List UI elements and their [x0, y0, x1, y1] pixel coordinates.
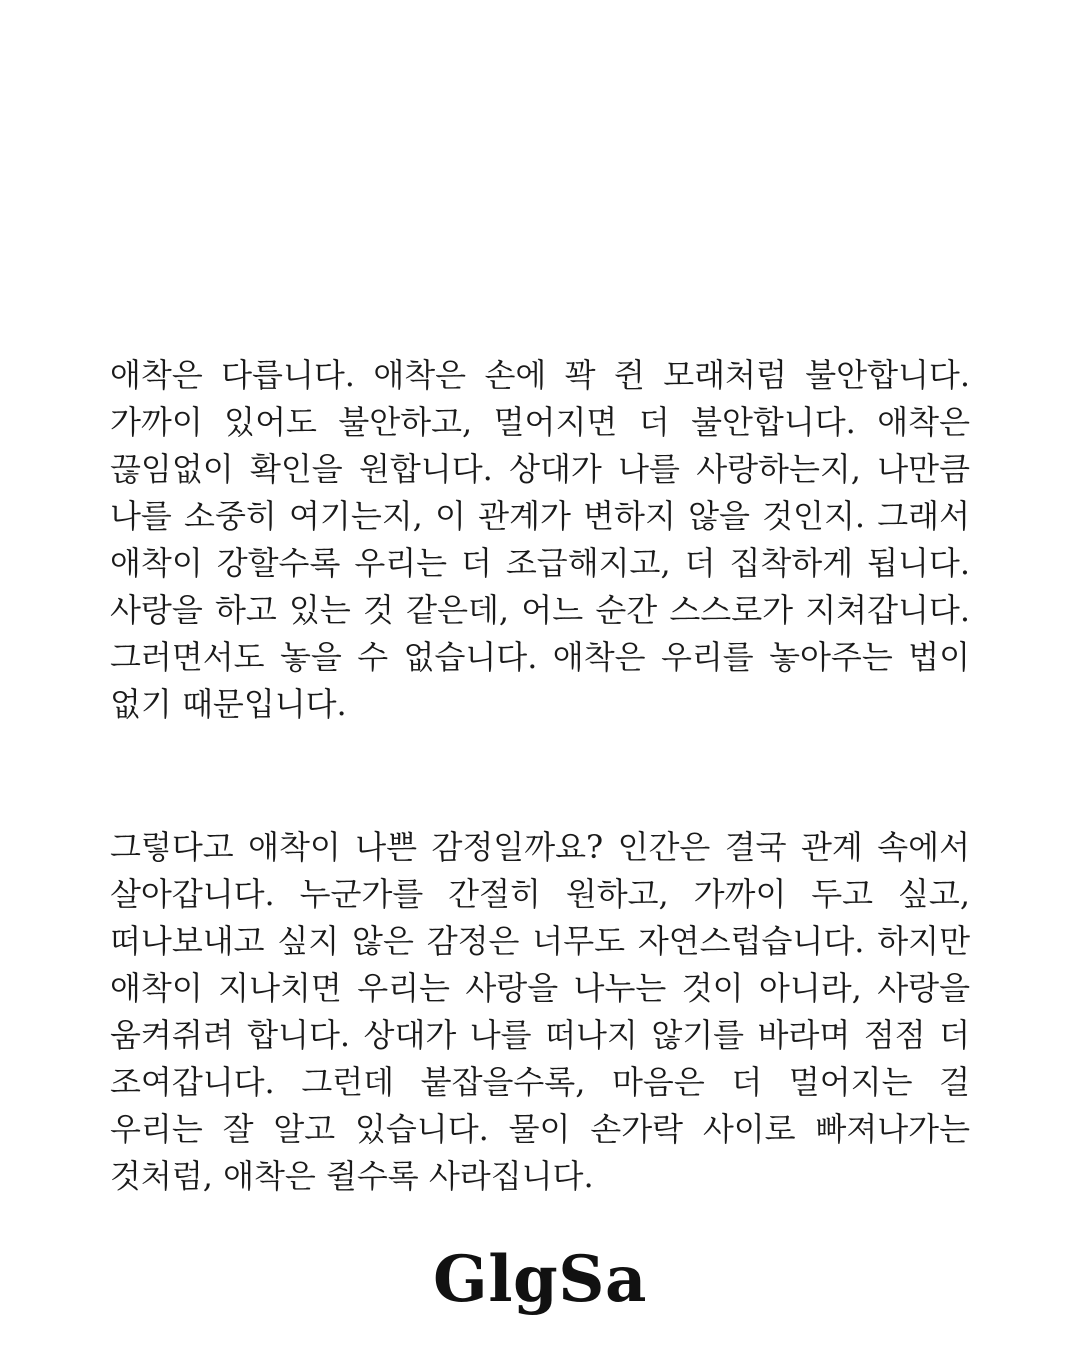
paragraph-2: 그렇다고 애착이 나쁜 감정일까요? 인간은 결국 관계 속에서 살아갑니다. 누군가를 간절히 원하고, 가까이 두고 싶고, 떠나보내고 싶지 않은 감정은 너무도 자연스럽습니다. 하지만 애착이 지나치면 우리는 사랑을 나누는 것이 아니라, 사랑을 움켜쥐려 합니다. 상대가 나를 떠나지 않기를 바라며 점점 더 조여갑니다. 그런데 붙잡을수록, 마음은 더 멀어지는 걸 우리는 잘 알고 있습니다. 물이 손가락 사이로 빠져나가는 것처럼, 애착은 쥘수록 사라집니다. [110, 828, 970, 1195]
paragraph-1: 애착은 다릅니다. 애착은 손에 꽉 쥔 모래처럼 불안합니다. 가까이 있어도 불안하고, 멀어지면 더 불안합니다. 애착은 끊임없이 확인을 원합니다. 상대가 나를 사랑하는지, 나만큼 나를 소중히 여기는지, 이 관계가 변하지 않을 것인지. 그래서 애착이 강할수록 우리는 더 조급해지고, 더 집착하게 됩니다. 사랑을 하고 있는 것 같은데, 어느 순간 스스로가 지쳐갑니다. 그러면서도 놓을 수 없습니다. 애착은 우리를 놓아주는 법이 없기 때문입니다. [110, 356, 970, 723]
brand-logo: GlgSa [433, 1242, 647, 1317]
